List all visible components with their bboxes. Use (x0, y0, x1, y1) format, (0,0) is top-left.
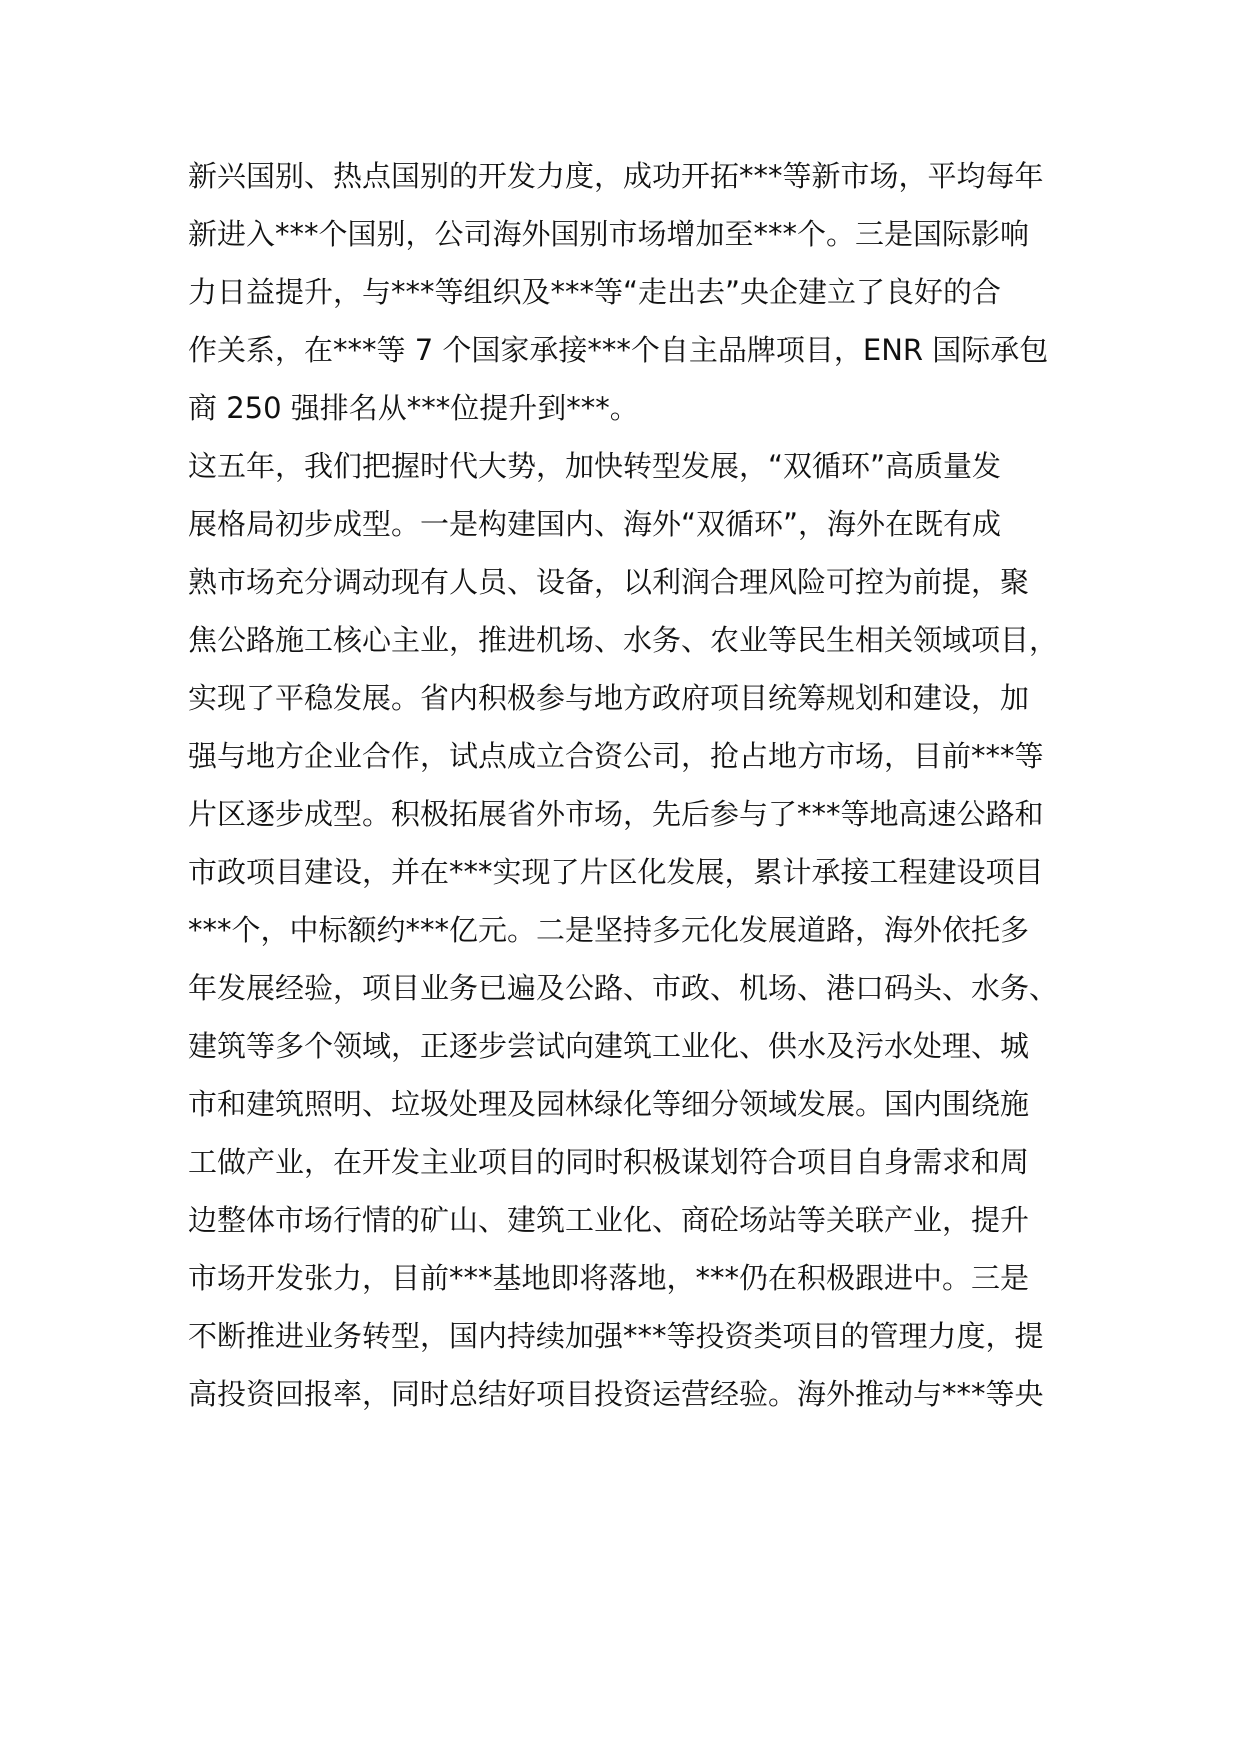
paragraph-line: 市政项目建设，并在***实现了片区化发展，累计承接工程建设项目 (188, 855, 1044, 889)
paragraph-line: 不断推进业务转型，国内持续加强***等投资类项目的管理力度，提 (188, 1319, 1044, 1353)
paragraph-line: 市和建筑照明、垃圾处理及园林绿化等细分领域发展。国内围绕施 (188, 1087, 1030, 1121)
paragraph-line: 年发展经验，项目业务已遍及公路、市政、机场、港口码头、水务、 (188, 971, 1059, 1005)
paragraph-line: 新兴国别、热点国别的开发力度，成功开拓***等新市场，平均每年 (188, 159, 1044, 193)
paragraph-line: 片区逐步成型。积极拓展省外市场，先后参与了***等地高速公路和 (188, 797, 1044, 831)
paragraph-line: 强与地方企业合作，试点成立合资公司，抢占地方市场，目前***等 (188, 739, 1044, 773)
paragraph-line: 高投资回报率，同时总结好项目投资运营经验。海外推动与***等央 (188, 1377, 1044, 1411)
paragraph-line: 这五年，我们把握时代大势，加快转型发展，“双循环”高质量发 (188, 449, 1002, 483)
paragraph-line: 展格局初步成型。一是构建国内、海外“双循环”，海外在既有成 (188, 507, 1002, 541)
paragraph-line: 实现了平稳发展。省内积极参与地方政府项目统筹规划和建设，加 (188, 681, 1030, 715)
paragraph-line: 力日益提升，与***等组织及***等“走出去”央企建立了良好的合 (188, 275, 1002, 309)
paragraph-line: 工做产业，在开发主业项目的同时积极谋划符合项目自身需求和周 (188, 1145, 1030, 1179)
paragraph-line: ***个，中标额约***亿元。二是坚持多元化发展道路，海外依托多 (188, 913, 1030, 947)
paragraph-line: 商 250 强排名从***位提升到***。 (188, 391, 639, 425)
paragraph-line: 焦公路施工核心主业，推进机场、水务、农业等民生相关领域项目， (188, 623, 1059, 657)
paragraph-line: 新进入***个国别，公司海外国别市场增加至***个。三是国际影响 (188, 217, 1030, 251)
paragraph-line: 边整体市场行情的矿山、建筑工业化、商砼场站等关联产业，提升 (188, 1203, 1030, 1237)
paragraph-line: 建筑等多个领域，正逐步尝试向建筑工业化、供水及污水处理、城 (188, 1029, 1030, 1063)
paragraph-line: 作关系，在***等 7 个国家承接***个自主品牌项目，ENR 国际承包 (188, 333, 1049, 367)
paragraph-line: 熟市场充分调动现有人员、设备，以利润合理风险可控为前提，聚 (188, 565, 1030, 599)
paragraph-line: 市场开发张力，目前***基地即将落地，***仍在积极跟进中。三是 (188, 1261, 1030, 1295)
